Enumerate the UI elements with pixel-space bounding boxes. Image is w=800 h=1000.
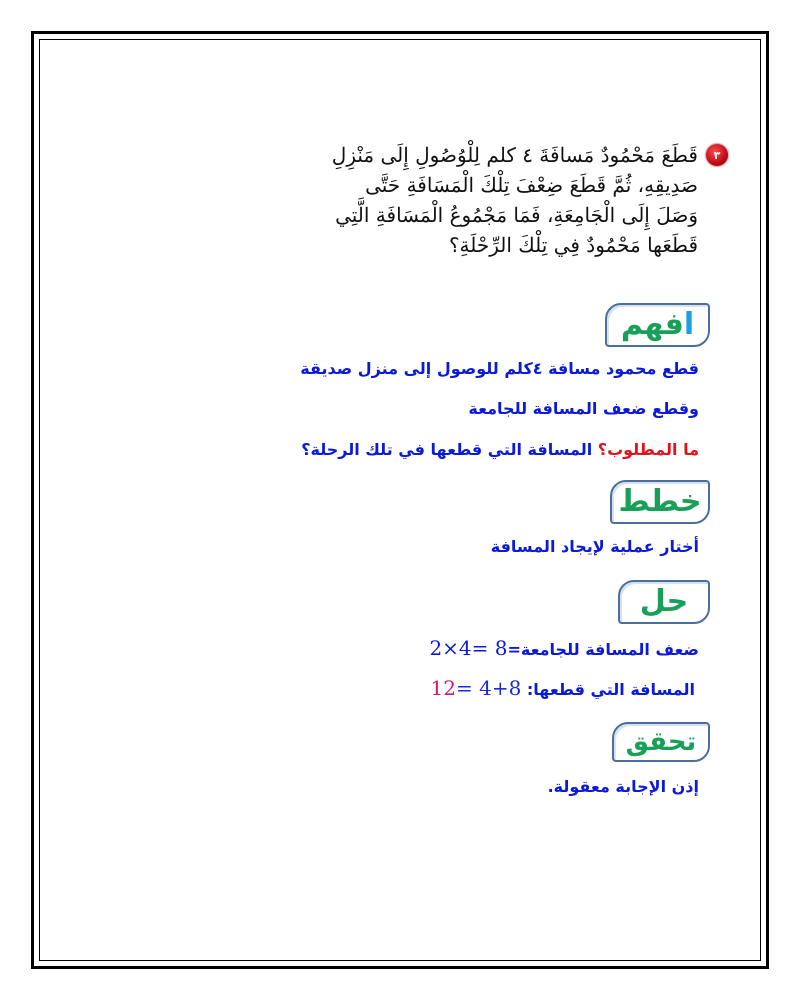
question-text: المسافة التي قطعها في تلك الرحلة؟: [301, 440, 598, 459]
understand-question: [301, 438, 699, 462]
understand-line-2: وقطع ضعف المسافة للجامعة: [468, 399, 699, 418]
problem-line: قَطَعَها مَحْمُودٌ فِي تِلْكَ الرِّحْلَةِ؟: [448, 233, 698, 257]
solve-step-label: حل: [639, 584, 689, 619]
check-step-badge: [612, 722, 710, 762]
solve-line-2-expression: = 4+8: [456, 676, 522, 700]
solve-line-2-math: [430, 676, 522, 700]
understand-label-accent: ا: [683, 307, 695, 342]
understand-step-badge: [605, 303, 710, 347]
understand-step-label: [620, 307, 695, 342]
problem-statement: [328, 140, 728, 260]
solve-line-2-text: المسافة التي قطعها:: [521, 680, 695, 699]
problem-text: [332, 140, 698, 260]
check-step-label: تحقق: [625, 727, 697, 757]
solve-line-2-result: 12: [430, 676, 456, 700]
plan-step-badge: [610, 480, 710, 524]
solve-line-1: [429, 636, 699, 662]
problem-number-badge: ٣: [706, 144, 728, 166]
understand-label-rest: فهم: [620, 307, 684, 342]
question-prefix: ما المطلوب؟: [597, 440, 699, 459]
problem-line: قَطَعَ مَحْمُودٌ مَسافَةَ ٤ كلم لِلْوُصُولِ إِلَى مَنْزِلِ: [331, 143, 698, 167]
solve-step-badge: [618, 580, 710, 624]
solve-line-1-text: ضعف المسافة للجامعة=: [507, 640, 699, 659]
problem-line: صَدِيقِهِ، ثُمَّ قَطَعَ ضِعْفَ تِلْكَ الْمَسَافَةِ حَتَّى: [365, 173, 698, 197]
plan-step-label: خطط: [618, 484, 702, 519]
understand-line-1: قطع محمود مسافة ٤كلم للوصول إلى منزل صديقة: [300, 359, 699, 378]
check-line: إذن الإجابة معقولة.: [547, 777, 699, 796]
solve-line-1-math: 2×4= 8: [429, 636, 508, 660]
solve-line-2: [431, 676, 695, 702]
plan-line: أختار عملية لإيجاد المسافة: [490, 537, 699, 556]
problem-line: وَصَلَ إِلَى الْجَامِعَةِ، فَمَا مَجْمُوعُ الْمَسَافَةِ الَّتِي: [335, 203, 698, 227]
